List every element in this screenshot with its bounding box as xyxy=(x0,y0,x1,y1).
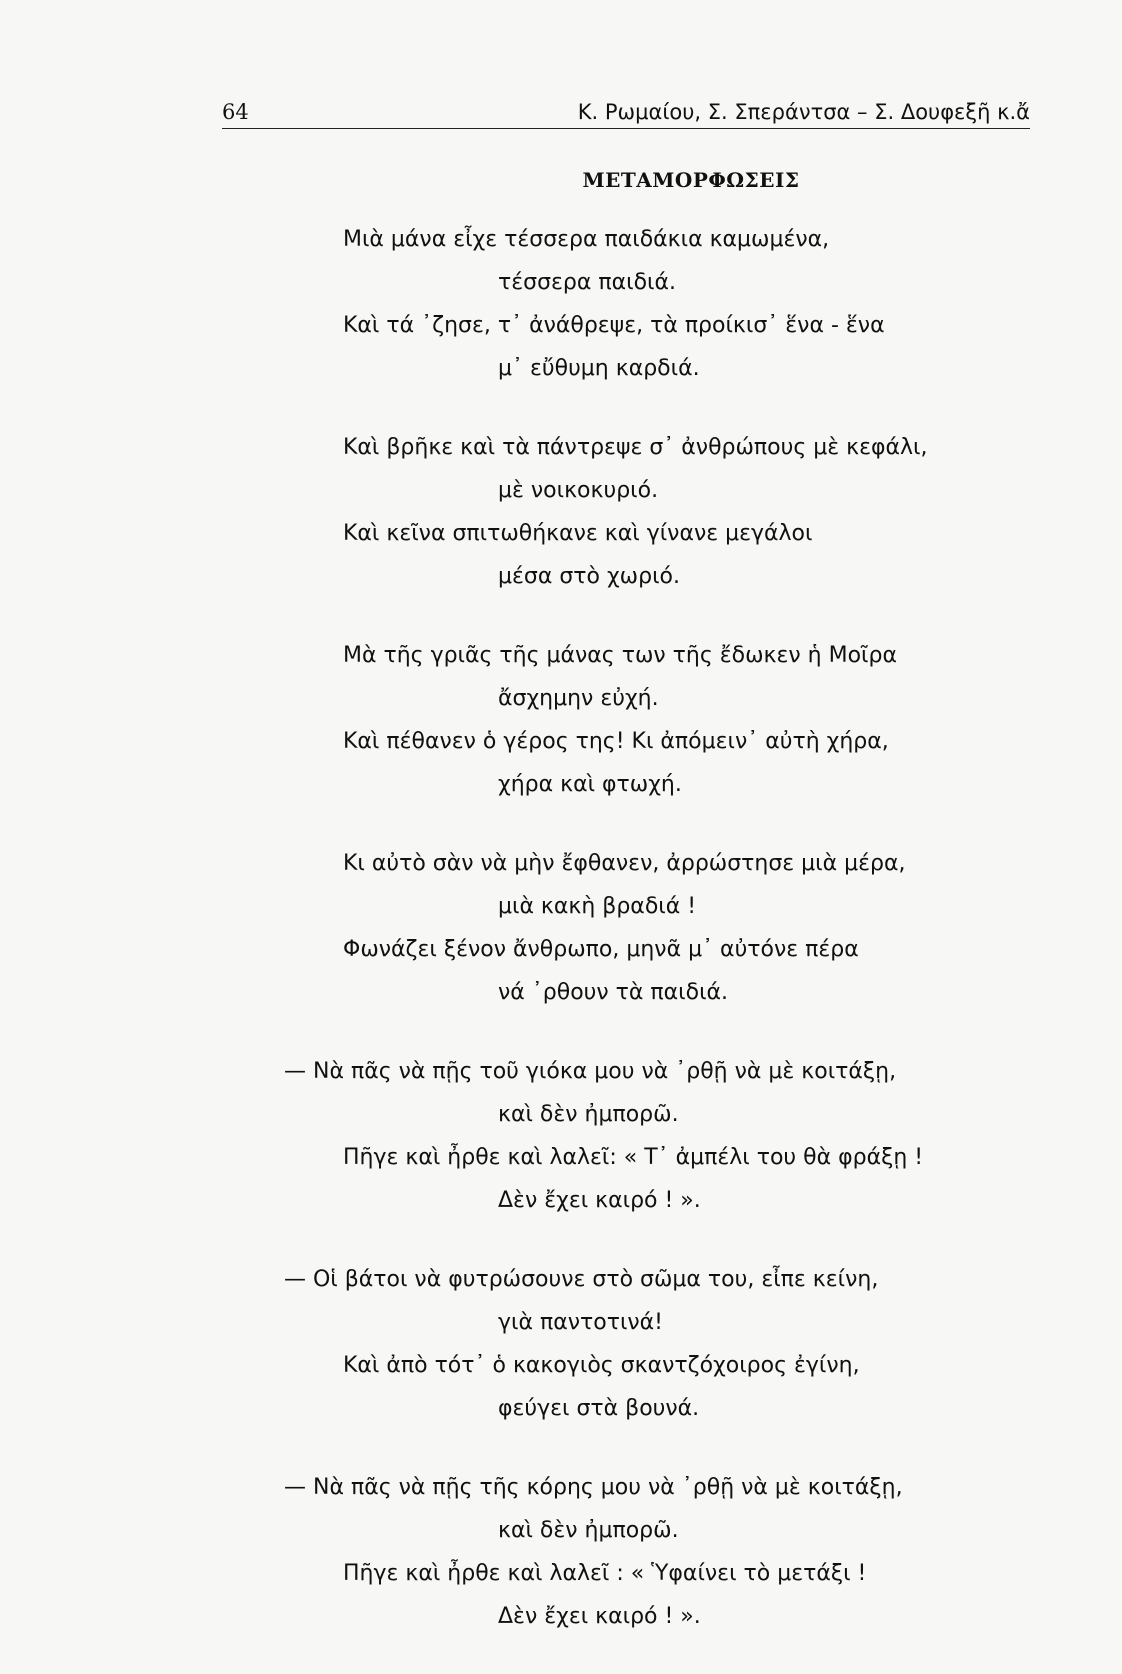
stanza-3 xyxy=(0,634,1122,806)
verse-line: Πῆγε καὶ ἦρθε καὶ λαλεῖ: « Τ᾽ ἀμπέλι του θὰ φράξῃ ! xyxy=(343,1145,924,1170)
page-number: 64 xyxy=(222,100,249,124)
verse-line: καὶ δὲν ἠμπορῶ. xyxy=(498,1102,679,1127)
verse-line: Δὲν ἔχει καιρό ! ». xyxy=(498,1188,701,1213)
verse-line: — Οἱ βάτοι νὰ φυτρώσουνε στὸ σῶμα του, εἶπε κείνη, xyxy=(284,1267,879,1292)
verse-line: γιὰ παντοτινά! xyxy=(498,1310,663,1335)
stanza-5 xyxy=(0,1050,1122,1222)
verse-line: μιὰ κακὴ βραδιά ! xyxy=(498,894,697,919)
verse-line: Φωνάζει ξένον ἄνθρωπο, μηνᾶ μ᾽ αὐτόνε πέρα xyxy=(343,937,859,962)
verse-line: — Νὰ πᾶς νὰ πῇς τῆς κόρης μου νὰ ᾽ρθῇ νὰ μὲ κοιτάξῃ, xyxy=(284,1475,903,1500)
poem-body xyxy=(0,218,1122,1674)
verse-line: Καὶ βρῆκε καὶ τὰ πάντρεψε σ᾽ ἀνθρώπους μὲ κεφάλι, xyxy=(343,435,928,460)
verse-line: μὲ νοικοκυριό. xyxy=(498,478,659,503)
verse-line: ἄσχημην εὐχή. xyxy=(498,686,659,711)
verse-line: νά ᾽ρθουν τὰ παιδιά. xyxy=(498,980,729,1005)
running-head: Κ. Ρωμαίου, Σ. Σπεράντσα – Σ. Δουφεξῆ κ.ἄ xyxy=(577,100,1030,124)
verse-line: Καὶ κεῖνα σπιτωθήκανε καὶ γίνανε μεγάλοι xyxy=(343,521,813,546)
verse-line: καὶ δὲν ἠμπορῶ. xyxy=(498,1518,679,1543)
header-rule xyxy=(222,128,1030,129)
verse-line: μ᾽ εὔθυμη καρδιά. xyxy=(498,356,700,381)
verse-line: Μιὰ μάνα εἶχε τέσσερα παιδάκια καμωμένα, xyxy=(343,227,830,252)
verse-line: Καὶ ἀπὸ τότ᾽ ὁ κακογιὸς σκαντζόχοιρος ἐγίνη, xyxy=(343,1353,860,1378)
stanza-1 xyxy=(0,218,1122,390)
verse-line: τέσσερα παιδιά. xyxy=(498,270,676,295)
verse-line: Μὰ τῆς γριᾶς τῆς μάνας των τῆς ἔδωκεν ἡ Μοῖρα xyxy=(343,643,897,668)
verse-line: — Νὰ πᾶς νὰ πῇς τοῦ γιόκα μου νὰ ᾽ρθῇ νὰ μὲ κοιτάξῃ, xyxy=(284,1059,897,1084)
verse-line: Καὶ πέθανεν ὁ γέρος της! Κι ἀπόμειν᾽ αὐτὴ χήρα, xyxy=(343,729,889,754)
stanza-6 xyxy=(0,1258,1122,1430)
verse-line: μέσα στὸ χωριό. xyxy=(498,564,680,589)
verse-line: Κι αὐτὸ σὰν νὰ μὴν ἔφθανεν, ἀρρώστησε μιὰ μέρα, xyxy=(343,851,906,876)
poem-title: ΜΕΤΑΜΟΡΦΩΣΕΙΣ xyxy=(582,168,800,192)
stanza-7 xyxy=(0,1466,1122,1638)
verse-line: Καὶ τά ᾽ζησε, τ᾽ ἀνάθρεψε, τὰ προίκισ᾽ ἕνα - ἕνα xyxy=(343,313,885,338)
stanza-2 xyxy=(0,426,1122,598)
verse-line: Δὲν ἔχει καιρό ! ». xyxy=(498,1604,701,1629)
stanza-4 xyxy=(0,842,1122,1014)
verse-line: Πῆγε καὶ ἦρθε καὶ λαλεῖ : « Ὑφαίνει τὸ μετάξι ! xyxy=(343,1561,867,1586)
verse-line: χήρα καὶ φτωχή. xyxy=(498,772,682,797)
verse-line: φεύγει στὰ βουνά. xyxy=(498,1396,700,1421)
